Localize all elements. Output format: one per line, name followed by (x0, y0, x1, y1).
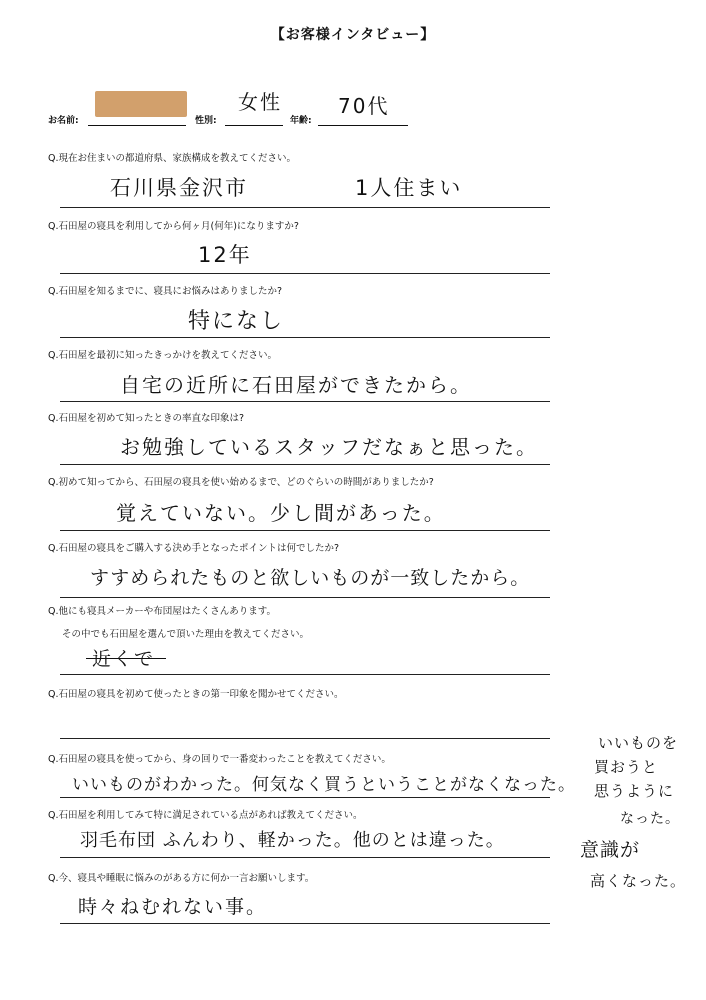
answer-10: いいものがわかった。何気なく買うということがなくなった。 (72, 775, 576, 795)
answer-rule-3 (60, 337, 550, 338)
question-8: Q.他にも寝具メーカーや布団屋はたくさんあります。 (48, 606, 277, 617)
answer-7: すすめられたものと欲しいものが一致したから。 (90, 567, 531, 589)
age-underline (318, 125, 408, 126)
gender-value: 女性 (238, 90, 282, 114)
question-5: Q.石田屋を初めて知ったときの率直な印象は? (48, 413, 245, 424)
age-value: 70代 (338, 94, 390, 118)
answer-12: 時々ねむれない事。 (78, 896, 268, 918)
name-underline (88, 125, 186, 126)
question-11: Q.石田屋を利用してみて特に満足されている点があれば教えてください。 (48, 810, 363, 821)
answer-4: 自宅の近所に石田屋ができたから。 (120, 373, 472, 397)
answer-3: 特になし (188, 309, 285, 334)
answer-rule-1 (60, 207, 550, 208)
answer-1b: 1人住まい (355, 176, 463, 200)
question-8-line2: その中でも石田屋を選んで頂いた理由を教えてください。 (62, 629, 310, 640)
answer-rule-10 (60, 797, 550, 798)
age-label: 年齢: (290, 116, 312, 126)
answer-rule-9 (60, 738, 550, 739)
question-6: Q.初めて知ってから、石田屋の寝具を使い始めるまで、どのぐらいの時間がありましたか? (48, 477, 434, 488)
answer-1: 石川県金沢市 (110, 176, 248, 200)
name-label: お名前: (48, 116, 79, 126)
side-note-line5: 意識が (580, 839, 641, 861)
answer-rule-6 (60, 530, 550, 531)
gender-underline (225, 125, 283, 126)
question-7: Q.石田屋の寝具をご購入する決め手となったポイントは何でしたか? (48, 543, 340, 554)
question-12: Q.今、寝具や睡眠に悩みのがある方に何か一言お願いします。 (48, 873, 315, 884)
question-1: Q.現在お住まいの都道府県、家族構成を教えてください。 (48, 153, 296, 164)
question-4: Q.石田屋を最初に知ったきっかけを教えてください。 (48, 350, 277, 361)
answer-8-strikethrough (86, 658, 166, 659)
sheet-title: 【お客様インタビュー】 (270, 27, 436, 43)
gender-label: 性別: (195, 116, 217, 126)
answer-6: 覚えていない。少し間があった。 (116, 501, 446, 525)
side-note-line2: 買おうと (594, 758, 659, 776)
answer-rule-8 (60, 674, 550, 675)
answer-rule-5 (60, 464, 550, 465)
question-10: Q.石田屋の寝具を使ってから、身の回りで一番変わったことを教えてください。 (48, 754, 391, 765)
side-note-line4: なった。 (620, 811, 680, 827)
question-9: Q.石田屋の寝具を初めて使ったときの第一印象を聞かせてください。 (48, 689, 344, 700)
answer-11: 羽毛布団 ふんわり、軽かった。他のとは違った。 (80, 830, 505, 851)
answer-2: 12年 (198, 243, 252, 267)
side-note-line6: 高くなった。 (590, 872, 687, 890)
answer-5: お勉強しているスタッフだなぁと思った。 (120, 435, 538, 459)
side-note-line3: 思うように (594, 782, 675, 800)
answer-rule-11 (60, 857, 550, 858)
answer-rule-7 (60, 597, 550, 598)
answer-rule-12 (60, 923, 550, 924)
answer-rule-2 (60, 273, 550, 274)
redacted-name-box (95, 91, 187, 117)
question-2: Q.石田屋の寝具を利用してから何ヶ月(何年)になりますか? (48, 221, 299, 232)
answer-rule-4 (60, 401, 550, 402)
answer-8: 近くで (92, 648, 156, 670)
side-note-line1: いいものを (598, 734, 679, 752)
question-3: Q.石田屋を知るまでに、寝具にお悩みはありましたか? (48, 286, 283, 297)
